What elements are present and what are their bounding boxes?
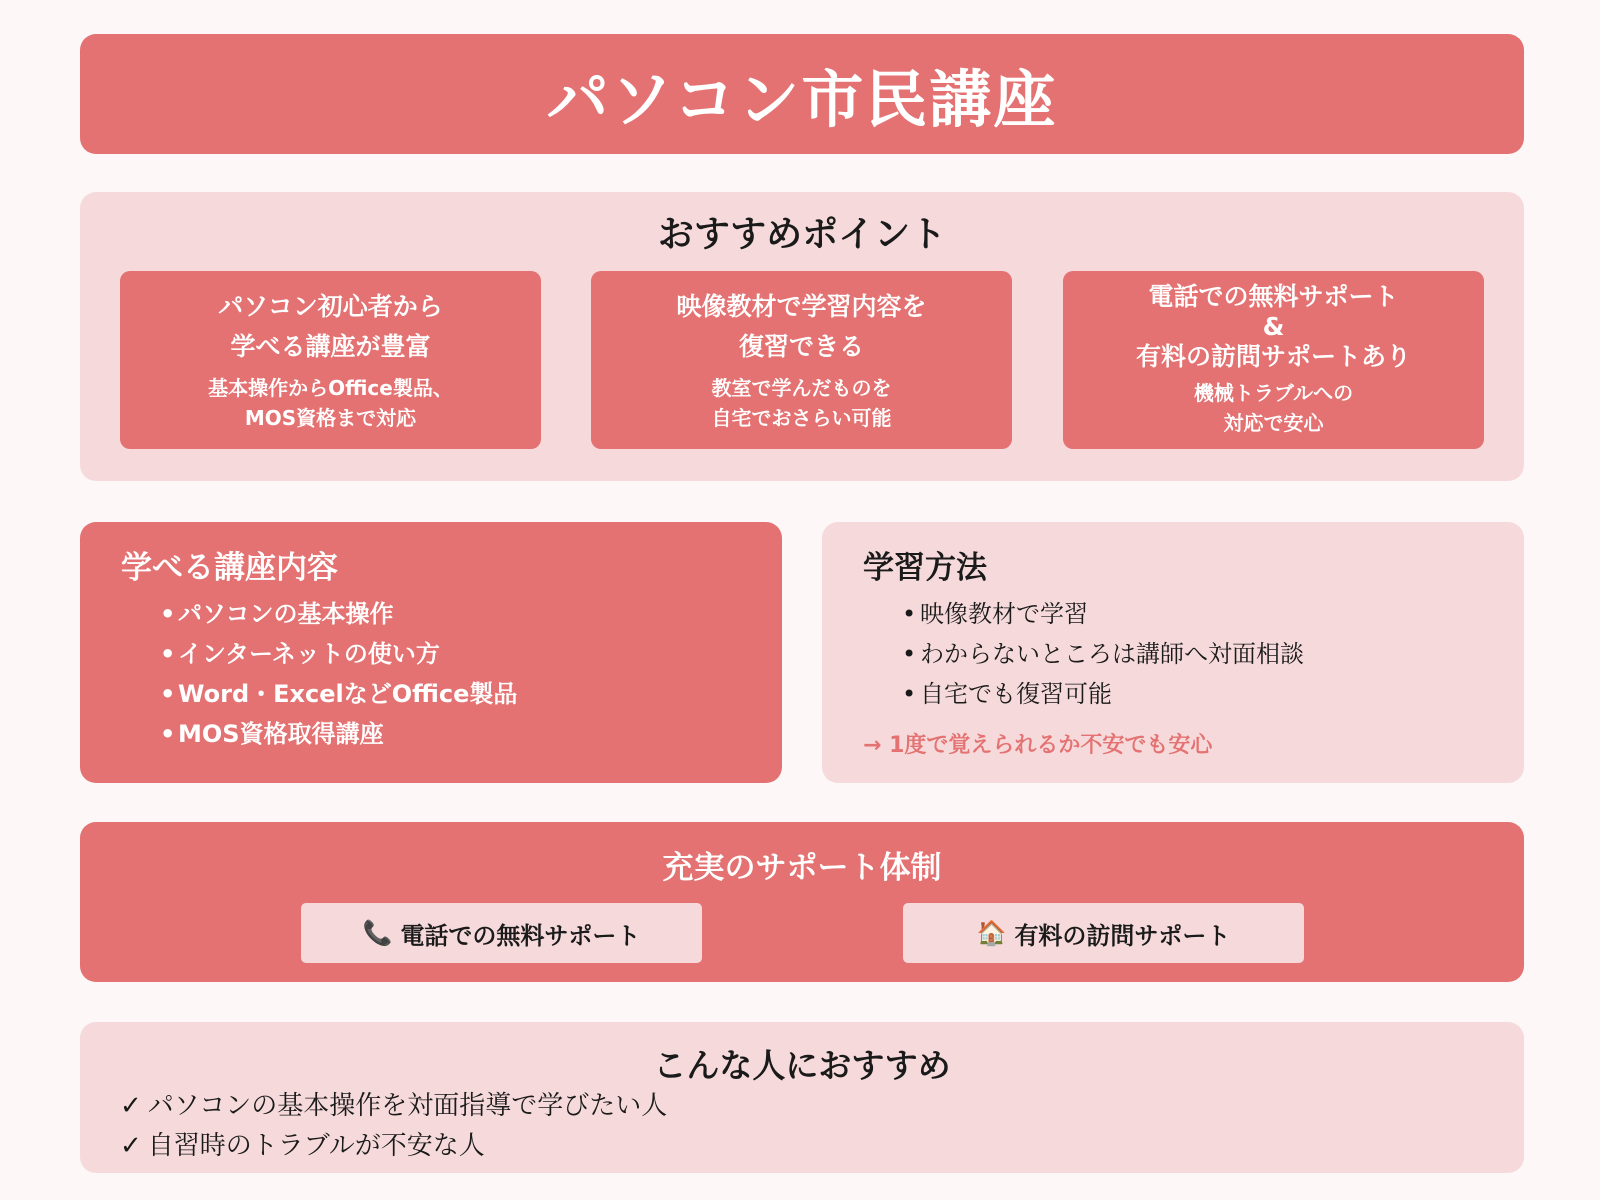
point-card-beginner xyxy=(120,271,541,449)
points-title: おすすめポイント xyxy=(657,214,947,255)
point-card-title: 電話での無料サポート & 有料の訪問サポートあり xyxy=(1135,282,1411,371)
recommended-for-section xyxy=(80,1022,1524,1173)
list-item xyxy=(902,674,1304,714)
bullet-icon: • xyxy=(902,640,917,668)
bullet-icon: • xyxy=(902,600,917,628)
recommend-title: こんな人におすすめ xyxy=(653,1046,951,1085)
method-title: 学習方法 xyxy=(863,550,987,586)
check-icon: ✓ xyxy=(120,1091,142,1121)
list-item-label: わからないところは講師へ対面相談 xyxy=(920,640,1304,668)
courses-section xyxy=(80,522,782,783)
point-card-title: パソコン初心者から 学べる講座が豊富 xyxy=(218,292,443,361)
courses-title: 学べる講座内容 xyxy=(121,550,338,586)
list-item-label: 自習時のトラブルが不安な人 xyxy=(147,1131,485,1161)
bullet-icon: • xyxy=(902,680,917,708)
visit-support-button[interactable] xyxy=(903,903,1304,963)
bullet-icon: • xyxy=(160,640,176,668)
point-card-subtitle: 機械トラブルへの 対応で安心 xyxy=(1193,381,1354,435)
check-icon: ✓ xyxy=(120,1131,142,1161)
list-item xyxy=(120,1086,667,1126)
bullet-icon: • xyxy=(160,600,176,628)
learning-method-section xyxy=(822,522,1524,783)
recommend-list xyxy=(120,1086,667,1166)
phone-icon: 📞 xyxy=(362,919,393,947)
phone-support-label: 電話での無料サポート xyxy=(400,921,641,950)
list-item xyxy=(160,714,517,754)
support-section xyxy=(80,822,1524,982)
bullet-icon: • xyxy=(160,680,176,708)
courses-list xyxy=(160,594,517,754)
method-note: → 1度で覚えられるか不安でも安心 xyxy=(863,733,1213,758)
header-banner xyxy=(80,34,1524,154)
point-card-video xyxy=(591,271,1012,449)
visit-support-label: 有料の訪問サポート xyxy=(1014,921,1231,950)
point-card-subtitle: 教室で学んだものを 自宅でおさらい可能 xyxy=(711,376,892,430)
list-item xyxy=(160,594,517,634)
recommend-points-section xyxy=(80,192,1524,481)
support-title: 充実のサポート体制 xyxy=(662,850,942,886)
list-item-label: インターネットの使い方 xyxy=(178,640,440,668)
method-list xyxy=(902,594,1304,714)
point-card-title: 映像教材で学習内容を 復習できる xyxy=(676,292,927,361)
list-item-label: MOS資格取得講座 xyxy=(178,720,384,748)
phone-support-button[interactable] xyxy=(301,903,702,963)
list-item xyxy=(160,634,517,674)
list-item-label: パソコンの基本操作を対面指導で学びたい人 xyxy=(147,1091,668,1121)
list-item xyxy=(902,594,1304,634)
bullet-icon: • xyxy=(160,720,176,748)
house-icon: 🏠 xyxy=(976,919,1007,947)
point-card-subtitle: 基本操作からOffice製品、 MOS資格まで対応 xyxy=(208,376,453,430)
list-item xyxy=(160,674,517,714)
list-item-label: パソコンの基本操作 xyxy=(178,600,394,628)
list-item xyxy=(120,1126,667,1166)
page-title: パソコン市民講座 xyxy=(546,62,1058,136)
list-item-label: Word・ExcelなどOffice製品 xyxy=(178,680,518,708)
list-item-label: 映像教材で学習 xyxy=(920,600,1088,628)
list-item xyxy=(902,634,1304,674)
point-card-support xyxy=(1063,271,1484,449)
list-item-label: 自宅でも復習可能 xyxy=(920,680,1112,708)
